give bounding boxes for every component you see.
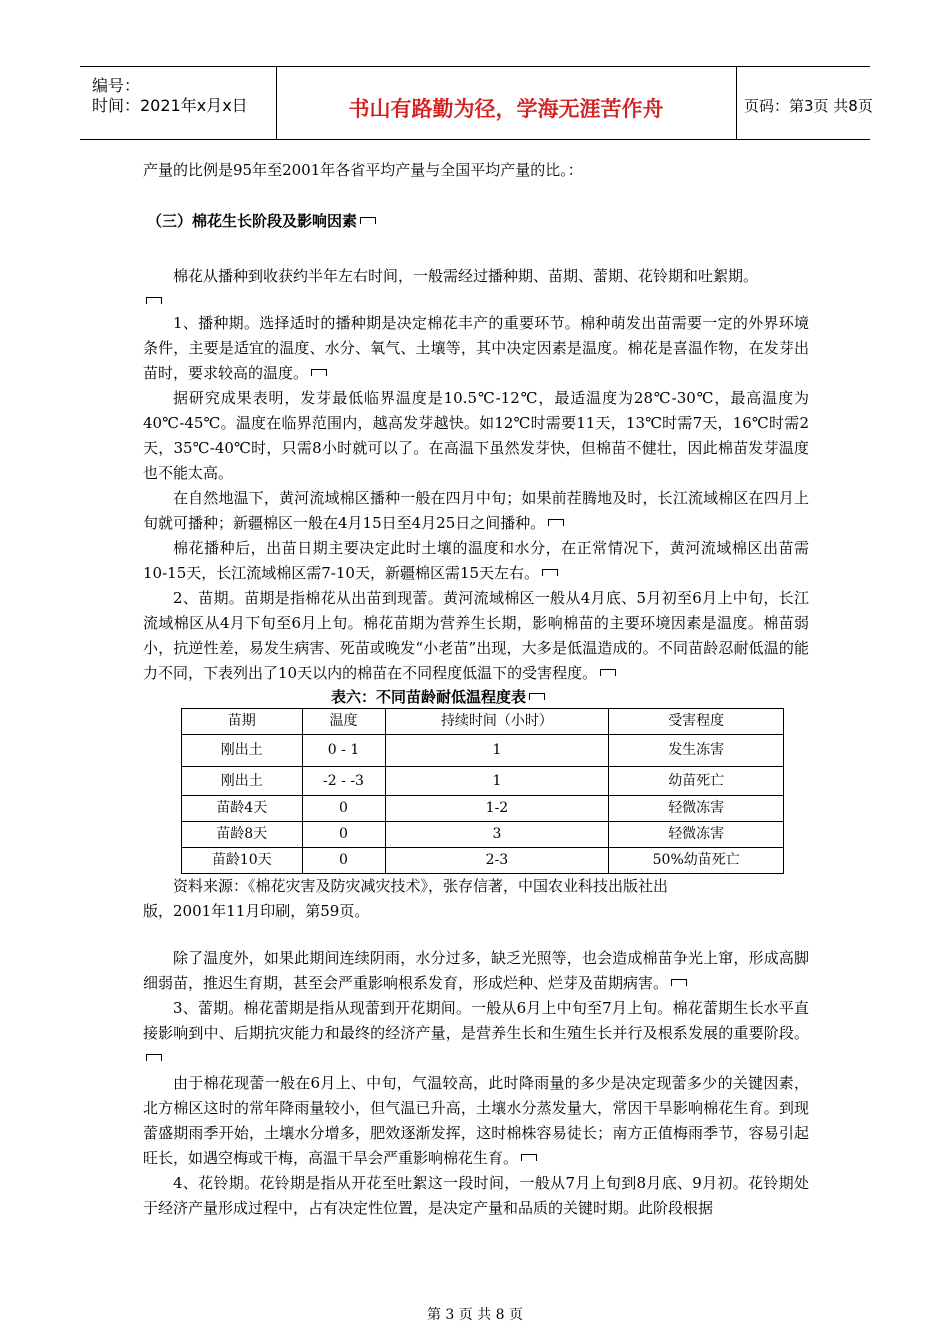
header-motto: 书山有路勤为径，学海无涯苦作舟 <box>348 97 664 121</box>
table-cell: 1 <box>385 767 609 796</box>
page-footer: 第 3 页 共 8 页 <box>426 1307 524 1323</box>
paragraph-mark-icon <box>548 519 564 526</box>
table-source-continued: 版，2001年11月印刷，第59页。 <box>143 902 370 920</box>
table-header-cell: 苗期 <box>182 709 303 735</box>
paragraph-mark-icon <box>360 217 376 224</box>
table-caption: 表六：不同苗龄耐低温程度表 <box>67 686 809 708</box>
header-page-code: 页码：第3页 共8页 <box>744 97 873 115</box>
paragraph-mark-icon <box>521 1154 537 1161</box>
table-header-cell: 受害程度 <box>609 709 784 735</box>
table-source: 资料来源：《棉花灾害及防灾减灾技术》，张存信著，中国农业科技出版社出 <box>173 877 669 895</box>
paragraph-mark-icon <box>311 369 327 376</box>
table-cell: 50%幼苗死亡 <box>609 848 784 874</box>
table-cell: -2 - -3 <box>302 767 385 796</box>
paragraph-mark-icon <box>146 1054 162 1061</box>
table-cell: 1 <box>385 735 609 767</box>
table-header-cell: 持续时间（小时） <box>385 709 609 735</box>
table-cell: 1-2 <box>385 796 609 822</box>
table-cell: 轻微冻害 <box>609 796 784 822</box>
table-row <box>182 796 784 822</box>
paragraph: 据研究成果表明，发芽最低临界温度是10.5℃-12℃，最适温度为28℃-30℃，最高温度为40℃-45℃。温度在临界范围内，越高发芽越快。如12℃时需要11天，13℃时需7天，16℃时需2天，35℃-40℃时，只需8小时就可以了。在高温下虽然发芽快，但棉苗不健壮，因此棉苗发芽温度也不能太高。 <box>143 389 809 482</box>
table-row <box>182 735 784 767</box>
page-header <box>80 66 873 140</box>
table-header-cell: 温度 <box>302 709 385 735</box>
table-cell: 发生冻害 <box>609 735 784 767</box>
table-cell: 0 <box>302 822 385 848</box>
seedling-cold-tolerance-table <box>181 708 784 874</box>
intro-line: 产量的比例是95年至2001年各省平均产量与全国平均产量的比。： <box>143 161 583 179</box>
paragraph-mark-icon <box>542 569 558 576</box>
header-page-cell <box>736 67 873 139</box>
header-info <box>80 67 277 139</box>
paragraph: 除了温度外，如果此期间连续阴雨，水分过多，缺乏光照等，也会造成棉苗争光上窜，形成高脚细弱苗，推迟生育期，甚至会严重影响根系发育，形成烂种、烂芽及苗期病害。 <box>143 949 809 992</box>
paragraph: 在自然地温下，黄河流域棉区播种一般在四月中旬；如果前茬腾地及时，长江流域棉区在四月上旬就可播种；新疆棉区一般在4月15日至4月25日之间播种。 <box>143 489 809 532</box>
table-cell: 刚出土 <box>182 767 303 796</box>
paragraph-mark-icon <box>529 693 545 700</box>
table-cell: 苗龄8天 <box>182 822 303 848</box>
paragraph-mark-line <box>143 289 809 311</box>
table-cell: 刚出土 <box>182 735 303 767</box>
paragraph: 2、苗期。苗期是指棉花从出苗到现蕾。黄河流域棉区一般从4月底、5月初至6月上中旬，长江流域棉区从4月下旬至6月上旬。棉花苗期为营养生长期，影响棉苗的主要环境因素是温度。棉苗弱小，抗逆性差，易发生病害、死苗或晚发“小老苗”出现，大多是低温造成的。不同苗龄忍耐低温的能力不同，下表列出了10天以内的棉苗在不同程度低温下的受害程度。 <box>143 589 809 682</box>
header-motto-cell <box>276 67 737 139</box>
document-date-label: 时间：2021年x月x日 <box>92 96 248 115</box>
table-cell: 3 <box>385 822 609 848</box>
table-cell: 0 - 1 <box>302 735 385 767</box>
table-row <box>182 848 784 874</box>
paragraph: 棉花从播种到收获约半年左右时间，一般需经过播种期、苗期、蕾期、花铃期和吐絮期。 <box>173 267 759 285</box>
table-cell: 0 <box>302 796 385 822</box>
paragraph: 棉花播种后，出苗日期主要决定此时土壤的温度和水分，在正常情况下，黄河流域棉区出苗需10-15天，长江流域棉区需7-10天，新疆棉区需15天左右。 <box>143 539 809 582</box>
table-cell: 幼苗死亡 <box>609 767 784 796</box>
paragraph-mark-icon <box>600 669 616 676</box>
table-cell: 轻微冻害 <box>609 822 784 848</box>
section-title: （三）棉花生长阶段及影响因素 <box>143 209 809 234</box>
paragraph: 由于棉花现蕾一般在6月上、中旬，气温较高，此时降雨量的多少是决定现蕾多少的关键因素，北方棉区这时的常年降雨量较小，但气温已升高，土壤水分蒸发量大，常因干旱影响棉花生育。到现蕾盛期雨季开始，土壤水分增多，肥效逐渐发挥，这时棉株容易徒长；南方正值梅雨季节，容易引起旺长，如遇空梅或干梅，高温干旱会严重影响棉花生育。 <box>143 1074 809 1167</box>
paragraph-mark-icon <box>671 979 687 986</box>
document-number-label: 编号： <box>92 76 141 95</box>
paragraph: 1、播种期。选择适时的播种期是决定棉花丰产的重要环节。棉种萌发出苗需要一定的外界环境条件，主要是适宜的温度、水分、氧气、土壤等，其中决定因素是温度。棉花是喜温作物，在发芽出苗时，要求较高的温度。 <box>143 314 809 382</box>
paragraph: 4、花铃期。花铃期是指从开花至吐絮这一段时间，一般从7月上旬到8月底、9月初。花铃期处于经济产量形成过程中，占有决定性位置，是决定产量和品质的关键时期。此阶段根据 <box>143 1174 809 1217</box>
page-content <box>143 158 809 1221</box>
table-cell: 0 <box>302 848 385 874</box>
table-cell: 苗龄10天 <box>182 848 303 874</box>
paragraph-mark-icon <box>146 297 162 304</box>
paragraph: 3、蕾期。棉花蕾期是指从现蕾到开花期间。一般从6月上中旬至7月上旬。棉花蕾期生长水平直接影响到中、后期抗灾能力和最终的经济产量，是营养生长和生殖生长并行及根系发展的重要阶段。 <box>143 996 809 1071</box>
table-row <box>182 767 784 796</box>
table-cell: 苗龄4天 <box>182 796 303 822</box>
table-cell: 2-3 <box>385 848 609 874</box>
table-row <box>182 822 784 848</box>
